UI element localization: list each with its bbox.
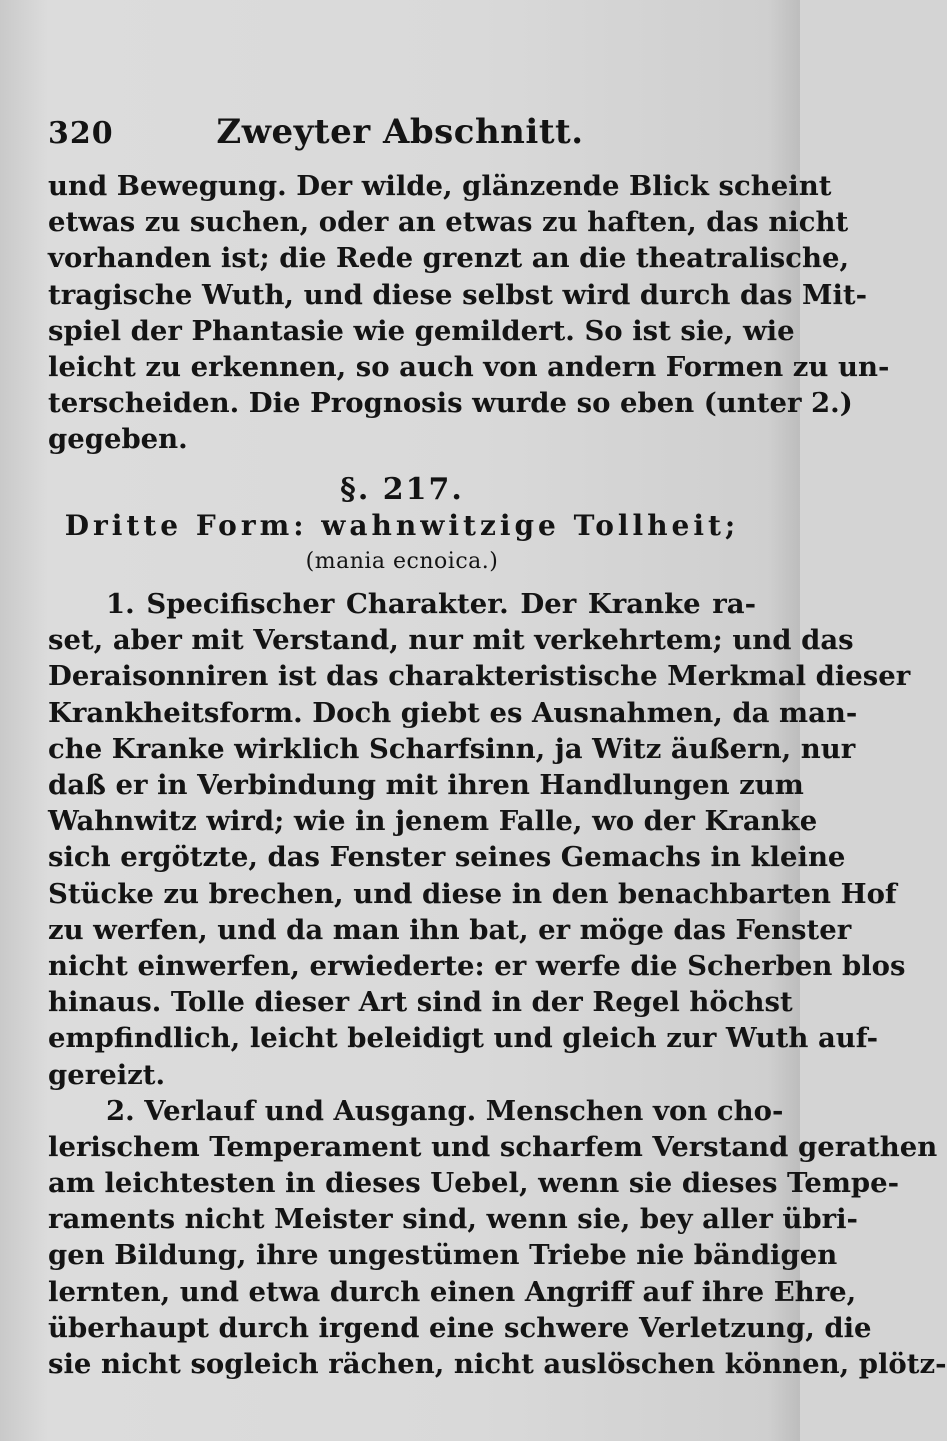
text-line: und Bewegung. Der wilde, glänzende Blick scheint [48, 170, 832, 202]
text-line: leicht zu erkennen, so auch von andern Formen zu un- [48, 350, 890, 383]
text-line: am leichtesten in dieses Uebel, wenn sie dieses Tempe- [48, 1167, 900, 1200]
text-line: Deraisonniren ist das charakteristische Merkmal dieser [48, 660, 911, 693]
text-line: nicht einwerfen, erwiederte: er werfe die Scherben blos [48, 949, 906, 982]
text-line: daß er in Verbindung mit ihren Handlungen zum [48, 769, 804, 801]
section-latin-subtitle: (mania ecnoica.) [305, 548, 499, 574]
text-line: terscheiden. Die Prognosis wurde so eben (unter 2.) [48, 387, 853, 420]
text-line: gegeben. [48, 423, 188, 456]
text-line: Wahnwitz wird; wie in jenem Falle, wo der Kranke [48, 805, 818, 838]
text-line: überhaupt durch irgend eine schwere Verletzung, die [48, 1311, 872, 1344]
text-line: che Kranke wirklich Scharfsinn, ja Witz äußern, nur [48, 732, 856, 765]
body-text [48, 168, 947, 1382]
text-line: Stücke zu brechen, und diese in den benachbarten Hof [48, 877, 897, 910]
text-line: 2. Verlauf und Ausgang. Menschen von cho- [106, 1094, 784, 1127]
text-line: vorhanden ist; die Rede grenzt an die theatralische, [48, 242, 850, 275]
running-title: Zweyter Abschnitt. [216, 112, 584, 152]
text-line: set, aber mit Verstand, nur mit verkehrtem; und das [48, 624, 854, 657]
text-line: spiel der Phantasie wie gemildert. So ist sie, wie [48, 314, 795, 347]
text-line: empfindlich, leicht beleidigt und gleich zur Wuth auf- [48, 1022, 879, 1055]
text-line: lerischem Temperament und scharfem Verstand gerathen [48, 1130, 938, 1163]
text-line: gereizt. [48, 1058, 166, 1091]
section-heading: Dritte Form: wahnwitzige Tollheit; [64, 508, 740, 542]
text-line: sich ergötzte, das Fenster seines Gemachs in kleine [48, 841, 846, 874]
page-number: 320 [48, 116, 114, 151]
page-header [48, 112, 752, 152]
text-line: tragische Wuth, und diese selbst wird durch das Mit- [48, 278, 868, 311]
text-line: sie nicht sogleich rächen, nicht auslöschen können, plötz- [48, 1348, 947, 1380]
section-number: §. 217. [340, 471, 464, 507]
text-line: 1. Specifischer Charakter. Der Kranke ra- [106, 588, 756, 621]
text-line: Krankheitsform. Doch giebt es Ausnahmen, da man- [48, 696, 858, 729]
text-line: zu werfen, und da man ihn bat, er möge das Fenster [48, 913, 852, 946]
text-line: gen Bildung, ihre ungestümen Triebe nie bändigen [48, 1239, 838, 1272]
text-line: lernten, und etwa durch einen Angriff auf ihre Ehre, [48, 1275, 857, 1308]
text-line: raments nicht Meister sind, wenn sie, bey aller übri- [48, 1203, 858, 1236]
text-line: etwas zu suchen, oder an etwas zu haften, das nicht [48, 206, 849, 239]
text-line: hinaus. Tolle dieser Art sind in der Regel höchst [48, 986, 793, 1019]
